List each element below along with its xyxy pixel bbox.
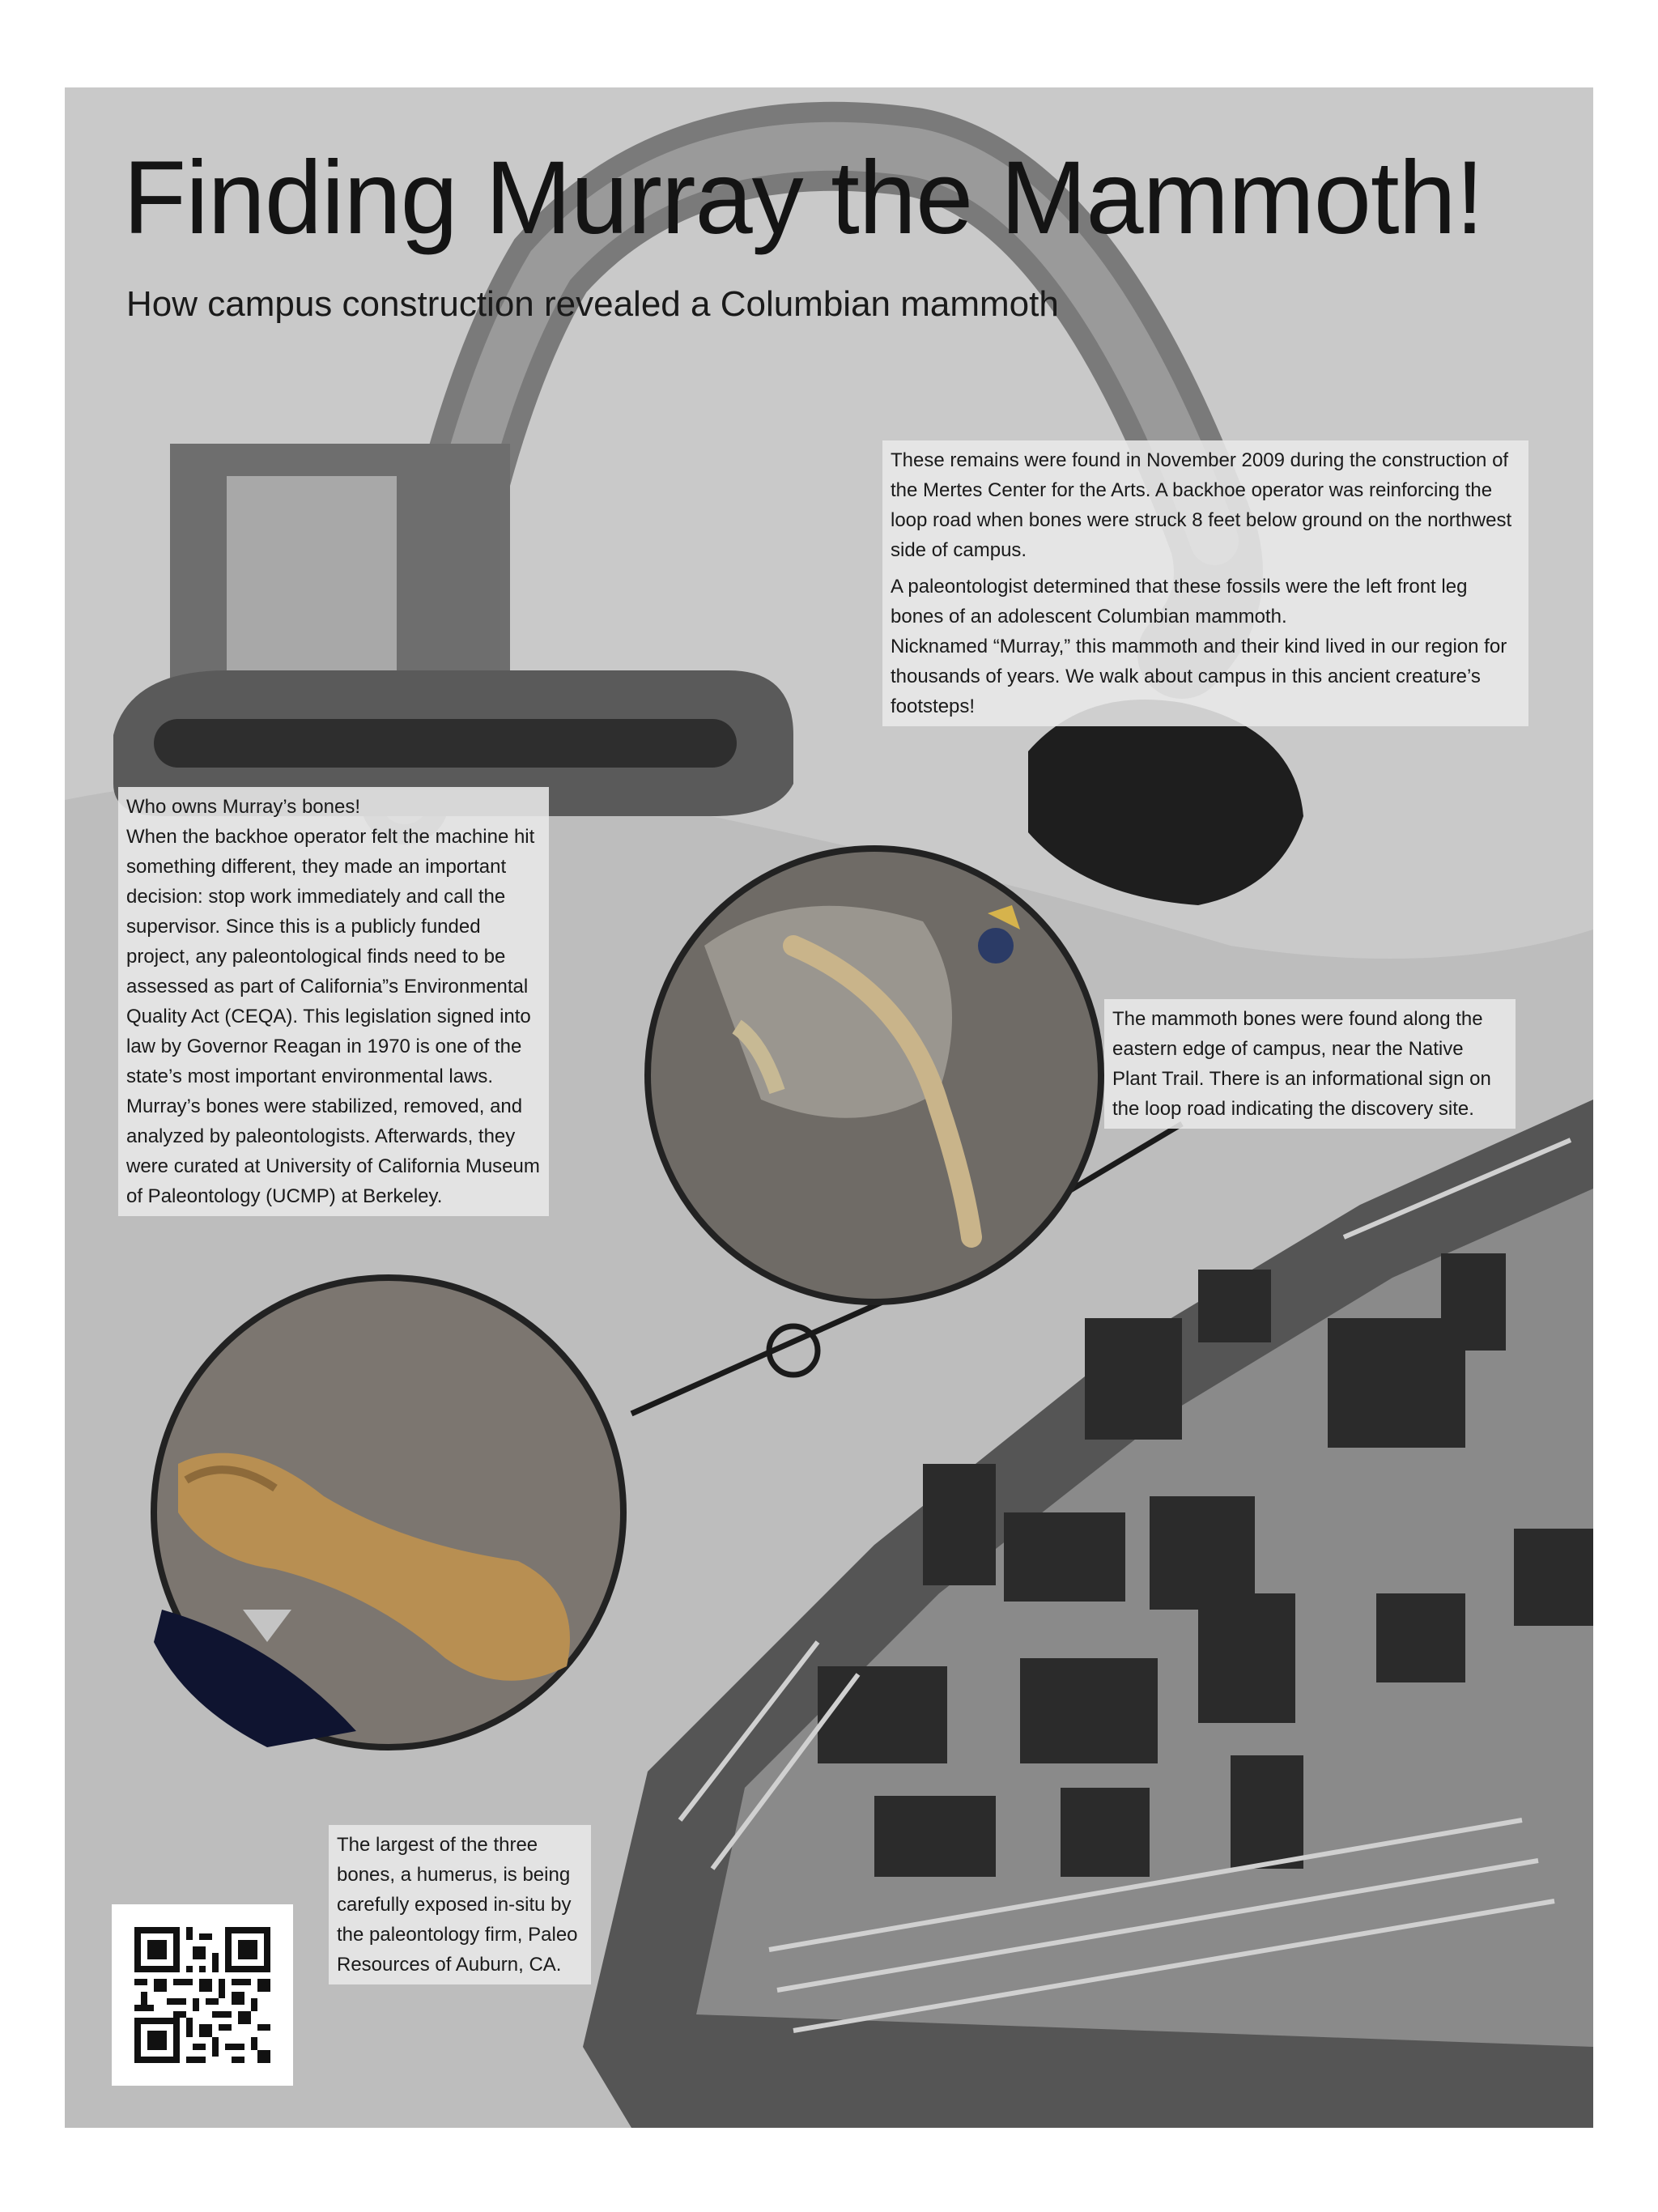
location-paragraph: The mammoth bones were found along the eastern edge of campus, near the Native Plant Trail. There is an informational sign on the loop road indicating the discovery site. [1112, 1008, 1491, 1120]
poster [65, 87, 1593, 2128]
qr-code[interactable] [112, 1904, 293, 2086]
page-subtitle: How campus construction revealed a Columbian mammoth [126, 284, 1059, 324]
photo-caption-text: The largest of the three bones, a humerus, is being carefully exposed in-situ by the paleontology firm, Paleo Resources of Auburn, CA. [337, 1834, 578, 1976]
discovery-paragraph-1: These remains were found in November 2009 during the construction of the Mertes Center for the Arts. A backhoe operator was reinforcing the loop road when bones were struck 8 feet below ground on the northwest side of campus. [891, 449, 1512, 561]
discovery-paragraph-2: A paleontologist determined that these fossils were the left front leg bones of an adolescent Columbian mammoth. [891, 576, 1468, 627]
qr-code-icon [134, 1927, 270, 2063]
discovery-paragraph-3: Nicknamed “Murray,” this mammoth and their kind lived in our region for thousands of years. We walk about campus in this ancient creature’s footsteps! [891, 636, 1507, 717]
excavation-photo [648, 849, 1101, 1302]
location-textbox [1104, 999, 1516, 1129]
ownership-paragraph-1: When the backhoe operator felt the machine hit something different, they made an important decision: stop work immediately and call the supervisor. Since this is a publicly funded project, any paleontological finds need to be assessed as part of California”s Environmental Quality Act (CEQA). This legislation signed into law by Governor Reagan in 1970 is one of the state’s most important environmental laws. [126, 826, 535, 1087]
ownership-textbox [118, 787, 549, 1216]
photo-caption [329, 1825, 591, 1984]
humerus-photo [154, 1278, 623, 1747]
discovery-textbox [882, 440, 1528, 726]
page-title: Finding Murray the Mammoth! [123, 140, 1484, 256]
ownership-paragraph-2: Murray’s bones were stabilized, removed, and analyzed by paleontologists. Afterwards, they were curated at University of California Museum of Paleontology (UCMP) at Berkeley. [126, 1095, 540, 1207]
ownership-heading: Who owns Murray’s bones! [126, 796, 361, 818]
